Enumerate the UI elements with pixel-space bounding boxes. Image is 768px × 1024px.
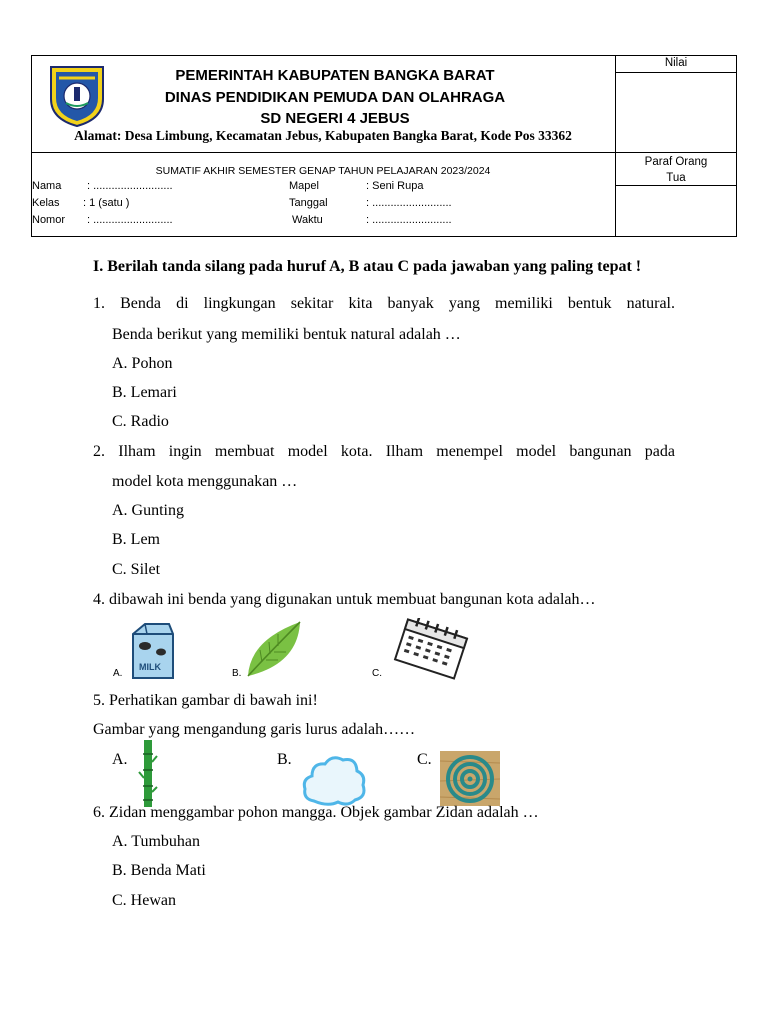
- mapel-label: Mapel: [289, 180, 319, 192]
- question-4-option-a[interactable]: A.: [113, 668, 123, 679]
- waktu-label: Waktu: [292, 214, 323, 226]
- question-6-option-c[interactable]: C. Hewan: [112, 892, 176, 909]
- question-1-option-c[interactable]: C. Radio: [112, 413, 169, 430]
- nama-label: Nama: [32, 180, 62, 192]
- question-5-line2: Gambar yang mengandung garis lurus adalah……: [93, 721, 416, 738]
- question-4-option-b[interactable]: B.: [232, 668, 242, 679]
- mosquito-coil-icon: [440, 751, 500, 806]
- kabupaten-logo-icon: [47, 63, 107, 129]
- question-1-line1: 1. Benda di lingkungan sekitar kita banyak yang memiliki bentuk natural.: [93, 295, 675, 312]
- question-4-option-c[interactable]: C.: [372, 668, 382, 679]
- paraf-label-line1: Paraf Orang: [644, 156, 708, 168]
- question-5-option-b[interactable]: B.: [277, 751, 292, 768]
- section-instruction: I. Berilah tanda silang pada huruf A, B atau C pada jawaban yang paling tepat !: [93, 258, 642, 275]
- cloud-icon: [300, 751, 368, 809]
- header-divider-vertical: [615, 55, 616, 237]
- nomor-label: Nomor: [32, 214, 66, 226]
- header-department-title: DINAS PENDIDIKAN PEMUDA DAN OLAHRAGA: [164, 89, 506, 106]
- question-1-line2: Benda berikut yang memiliki bentuk natural adalah …: [112, 326, 461, 343]
- milk-carton-icon: [125, 620, 183, 682]
- question-2-option-a[interactable]: A. Gunting: [112, 502, 184, 519]
- header-address: Alamat: Desa Limbung, Kecamatan Jebus, Kabupaten Bangka Barat, Kode Pos 33362: [74, 128, 572, 143]
- exam-title: SUMATIF AKHIR SEMESTER GENAP TAHUN PELAJARAN 2023/2024: [155, 165, 491, 177]
- nomor-field[interactable]: : ..........................: [87, 214, 173, 226]
- nilai-divider: [615, 72, 737, 73]
- question-2-line1: 2. Ilham ingin membuat model kota. Ilham menempel model bangunan pada: [93, 443, 675, 460]
- nilai-label: Nilai: [664, 57, 688, 69]
- kelas-label: Kelas: [32, 197, 60, 209]
- waktu-field[interactable]: : ..........................: [366, 214, 452, 226]
- mapel-value: : Seni Rupa: [366, 180, 424, 192]
- question-1-option-a[interactable]: A. Pohon: [112, 355, 173, 372]
- question-5-option-c[interactable]: C.: [417, 751, 432, 768]
- header-divider-horizontal: [31, 152, 737, 153]
- header-government-title: PEMERINTAH KABUPATEN BANGKA BARAT: [175, 67, 495, 84]
- question-2-line2: model kota menggunakan …: [112, 473, 298, 490]
- question-5-line1: 5. Perhatikan gambar di bawah ini!: [93, 692, 318, 709]
- question-2-option-c[interactable]: C. Silet: [112, 561, 161, 578]
- calendar-icon: [386, 618, 476, 680]
- bamboo-icon: [138, 740, 158, 807]
- header-school-name: SD NEGERI 4 JEBUS: [260, 110, 410, 127]
- question-4-text: 4. dibawah ini benda yang digunakan untuk membuat bangunan kota adalah…: [93, 591, 596, 608]
- paraf-label: [615, 154, 737, 186]
- nama-field[interactable]: : ..........................: [87, 180, 173, 192]
- question-6-option-a[interactable]: A. Tumbuhan: [112, 833, 201, 850]
- question-1-option-b[interactable]: B. Lemari: [112, 384, 177, 401]
- paraf-label-line2: Tua: [666, 172, 686, 184]
- milk-label: MILK: [139, 662, 161, 672]
- question-6-text: 6. Zidan menggambar pohon mangga. Objek gambar Zidan adalah …: [93, 804, 539, 821]
- question-5-option-a[interactable]: A.: [112, 751, 128, 768]
- kelas-value: : 1 (satu ): [83, 197, 130, 209]
- tanggal-label: Tanggal: [289, 197, 328, 209]
- tanggal-field[interactable]: : ..........................: [366, 197, 452, 209]
- leaf-icon: [244, 620, 304, 678]
- question-6-option-b[interactable]: B. Benda Mati: [112, 862, 206, 879]
- question-2-option-b[interactable]: B. Lem: [112, 531, 160, 548]
